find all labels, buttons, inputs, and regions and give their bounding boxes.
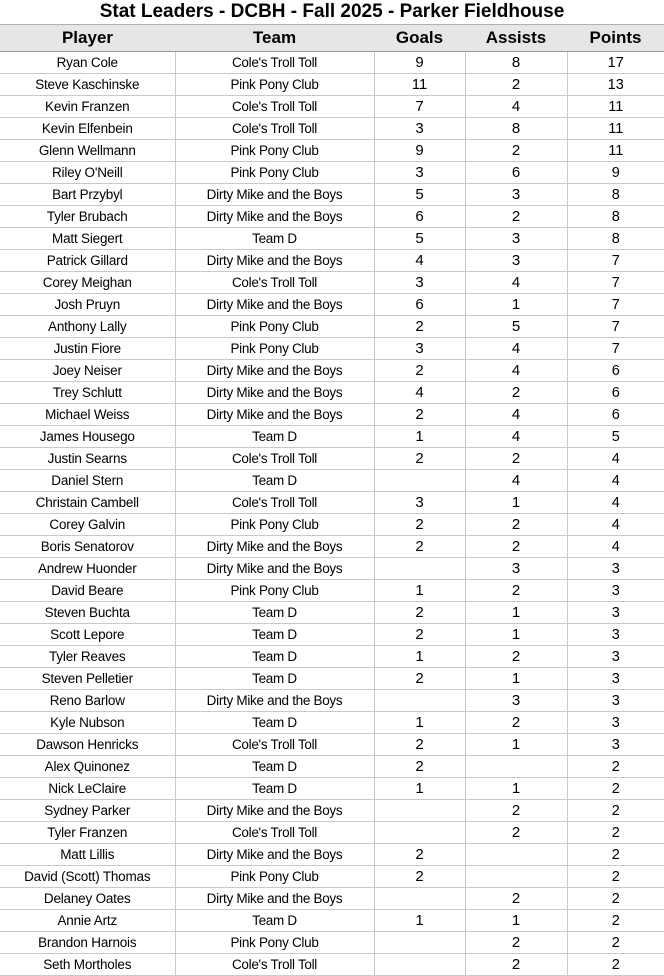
cell-goals[interactable] — [374, 558, 465, 580]
cell-player[interactable]: Alex Quinonez — [0, 756, 175, 778]
table-row — [0, 734, 664, 756]
cell-goals[interactable]: 2 — [374, 734, 465, 756]
table-row — [0, 514, 664, 536]
cell-team[interactable]: Team D — [175, 646, 374, 668]
cell-points[interactable]: 2 — [567, 822, 664, 844]
cell-goals[interactable] — [374, 932, 465, 954]
table-row — [0, 536, 664, 558]
cell-points[interactable]: 4 — [567, 492, 664, 514]
cell-team[interactable]: Dirty Mike and the Boys — [175, 888, 374, 910]
cell-assists[interactable]: 3 — [465, 184, 567, 206]
cell-goals[interactable]: 11 — [374, 74, 465, 96]
cell-team[interactable]: Team D — [175, 910, 374, 932]
cell-player[interactable]: Bart Przybyl — [0, 184, 175, 206]
cell-goals[interactable] — [374, 954, 465, 976]
cell-goals[interactable]: 2 — [374, 316, 465, 338]
cell-goals[interactable] — [374, 822, 465, 844]
cell-team[interactable]: Dirty Mike and the Boys — [175, 206, 374, 228]
table-row — [0, 74, 664, 96]
cell-assists[interactable]: 2 — [465, 580, 567, 602]
cell-assists[interactable]: 6 — [465, 162, 567, 184]
cell-goals[interactable]: 2 — [374, 404, 465, 426]
cell-assists[interactable]: 4 — [465, 360, 567, 382]
cell-team[interactable]: Pink Pony Club — [175, 866, 374, 888]
cell-goals[interactable]: 7 — [374, 96, 465, 118]
cell-assists[interactable]: 2 — [465, 822, 567, 844]
table-row — [0, 602, 664, 624]
cell-assists[interactable]: 2 — [465, 712, 567, 734]
cell-assists[interactable]: 1 — [465, 492, 567, 514]
cell-player[interactable]: Boris Senatorov — [0, 536, 175, 558]
cell-goals[interactable]: 1 — [374, 778, 465, 800]
cell-assists[interactable]: 4 — [465, 404, 567, 426]
cell-assists[interactable]: 4 — [465, 426, 567, 448]
cell-goals[interactable]: 4 — [374, 250, 465, 272]
cell-player[interactable]: Matt Siegert — [0, 228, 175, 250]
cell-goals[interactable]: 1 — [374, 712, 465, 734]
cell-goals[interactable]: 2 — [374, 866, 465, 888]
table-row — [0, 448, 664, 470]
cell-goals[interactable] — [374, 470, 465, 492]
cell-assists[interactable]: 2 — [465, 954, 567, 976]
cell-player[interactable]: Steven Buchta — [0, 602, 175, 624]
cell-player[interactable]: Justin Fiore — [0, 338, 175, 360]
cell-team[interactable]: Cole's Troll Toll — [175, 52, 374, 74]
table-row — [0, 404, 664, 426]
cell-assists[interactable]: 2 — [465, 888, 567, 910]
cell-points[interactable]: 7 — [567, 294, 664, 316]
cell-goals[interactable]: 2 — [374, 624, 465, 646]
cell-goals[interactable]: 1 — [374, 426, 465, 448]
cell-goals[interactable]: 3 — [374, 492, 465, 514]
cell-goals[interactable]: 5 — [374, 228, 465, 250]
cell-assists[interactable]: 3 — [465, 250, 567, 272]
cell-player[interactable]: Daniel Stern — [0, 470, 175, 492]
cell-player[interactable]: Tyler Reaves — [0, 646, 175, 668]
table-row — [0, 668, 664, 690]
cell-goals[interactable] — [374, 888, 465, 910]
cell-team[interactable]: Pink Pony Club — [175, 338, 374, 360]
cell-team[interactable]: Dirty Mike and the Boys — [175, 536, 374, 558]
cell-team[interactable]: Dirty Mike and the Boys — [175, 382, 374, 404]
table-row — [0, 140, 664, 162]
cell-player[interactable]: Steven Pelletier — [0, 668, 175, 690]
cell-team[interactable]: Team D — [175, 602, 374, 624]
cell-goals[interactable]: 6 — [374, 206, 465, 228]
table-row — [0, 338, 664, 360]
cell-assists[interactable]: 2 — [465, 646, 567, 668]
header-points[interactable]: Points — [567, 25, 664, 52]
cell-assists[interactable] — [465, 844, 567, 866]
table-row — [0, 162, 664, 184]
cell-team[interactable]: Team D — [175, 624, 374, 646]
table-row — [0, 778, 664, 800]
table-row — [0, 492, 664, 514]
cell-team[interactable]: Cole's Troll Toll — [175, 734, 374, 756]
cell-goals[interactable]: 2 — [374, 602, 465, 624]
table-header — [0, 25, 664, 52]
cell-team[interactable]: Pink Pony Club — [175, 162, 374, 184]
cell-player[interactable]: Joey Neiser — [0, 360, 175, 382]
cell-goals[interactable]: 3 — [374, 118, 465, 140]
cell-assists[interactable]: 3 — [465, 690, 567, 712]
cell-team[interactable]: Cole's Troll Toll — [175, 492, 374, 514]
cell-points[interactable]: 3 — [567, 624, 664, 646]
cell-goals[interactable]: 2 — [374, 756, 465, 778]
cell-assists[interactable]: 2 — [465, 514, 567, 536]
table-row — [0, 954, 664, 976]
cell-player[interactable]: Tyler Franzen — [0, 822, 175, 844]
table-row — [0, 690, 664, 712]
cell-player[interactable]: Delaney Oates — [0, 888, 175, 910]
cell-assists[interactable]: 3 — [465, 228, 567, 250]
table-row — [0, 316, 664, 338]
cell-player[interactable]: Kevin Elfenbein — [0, 118, 175, 140]
cell-team[interactable]: Dirty Mike and the Boys — [175, 404, 374, 426]
cell-player[interactable]: Riley O'Neill — [0, 162, 175, 184]
cell-team[interactable]: Dirty Mike and the Boys — [175, 294, 374, 316]
cell-team[interactable]: Cole's Troll Toll — [175, 118, 374, 140]
table-row — [0, 822, 664, 844]
cell-points[interactable]: 6 — [567, 360, 664, 382]
table-row — [0, 118, 664, 140]
stats-table — [0, 24, 664, 976]
cell-goals[interactable]: 1 — [374, 646, 465, 668]
cell-assists[interactable] — [465, 866, 567, 888]
cell-goals[interactable]: 3 — [374, 272, 465, 294]
cell-goals[interactable]: 5 — [374, 184, 465, 206]
cell-team[interactable]: Team D — [175, 668, 374, 690]
table-row — [0, 52, 664, 74]
cell-assists[interactable]: 2 — [465, 536, 567, 558]
cell-player[interactable]: Brandon Harnois — [0, 932, 175, 954]
cell-points[interactable]: 13 — [567, 74, 664, 96]
cell-points[interactable]: 9 — [567, 162, 664, 184]
cell-team[interactable]: Pink Pony Club — [175, 932, 374, 954]
table-row — [0, 470, 664, 492]
cell-points[interactable]: 2 — [567, 844, 664, 866]
cell-player[interactable]: Annie Artz — [0, 910, 175, 932]
table-row — [0, 360, 664, 382]
sheet-title: Stat Leaders - DCBH - Fall 2025 - Parker Fieldhouse — [99, 1, 565, 22]
cell-points[interactable]: 2 — [567, 756, 664, 778]
cell-team[interactable]: Dirty Mike and the Boys — [175, 250, 374, 272]
cell-assists[interactable]: 4 — [465, 470, 567, 492]
cell-team[interactable]: Team D — [175, 756, 374, 778]
cell-points[interactable]: 3 — [567, 558, 664, 580]
cell-points[interactable]: 4 — [567, 448, 664, 470]
cell-team[interactable]: Pink Pony Club — [175, 74, 374, 96]
cell-assists[interactable]: 4 — [465, 338, 567, 360]
cell-player[interactable]: Justin Searns — [0, 448, 175, 470]
cell-player[interactable]: David Beare — [0, 580, 175, 602]
cell-points[interactable]: 3 — [567, 734, 664, 756]
cell-player[interactable]: Corey Meighan — [0, 272, 175, 294]
cell-player[interactable]: Christain Cambell — [0, 492, 175, 514]
cell-goals[interactable]: 4 — [374, 382, 465, 404]
table-row — [0, 426, 664, 448]
cell-points[interactable]: 2 — [567, 954, 664, 976]
cell-assists[interactable]: 2 — [465, 140, 567, 162]
cell-goals[interactable]: 3 — [374, 338, 465, 360]
table-row — [0, 646, 664, 668]
cell-assists[interactable]: 1 — [465, 778, 567, 800]
cell-points[interactable]: 2 — [567, 800, 664, 822]
table-row — [0, 932, 664, 954]
cell-points[interactable]: 3 — [567, 668, 664, 690]
cell-player[interactable]: Glenn Wellmann — [0, 140, 175, 162]
table-row — [0, 96, 664, 118]
cell-player[interactable]: Seth Mortholes — [0, 954, 175, 976]
table-row — [0, 888, 664, 910]
header-goals[interactable]: Goals — [374, 25, 465, 52]
cell-assists[interactable]: 2 — [465, 932, 567, 954]
table-row — [0, 866, 664, 888]
cell-team[interactable]: Dirty Mike and the Boys — [175, 800, 374, 822]
table-row — [0, 756, 664, 778]
cell-points[interactable]: 3 — [567, 646, 664, 668]
cell-points[interactable]: 5 — [567, 426, 664, 448]
cell-player[interactable]: Ryan Cole — [0, 52, 175, 74]
table-row — [0, 712, 664, 734]
cell-assists[interactable]: 8 — [465, 52, 567, 74]
cell-assists[interactable]: 2 — [465, 448, 567, 470]
table-body — [0, 52, 664, 976]
cell-assists[interactable]: 1 — [465, 624, 567, 646]
cell-team[interactable]: Pink Pony Club — [175, 580, 374, 602]
cell-player[interactable]: Kevin Franzen — [0, 96, 175, 118]
cell-points[interactable]: 4 — [567, 536, 664, 558]
cell-goals[interactable]: 1 — [374, 910, 465, 932]
cell-points[interactable]: 7 — [567, 338, 664, 360]
cell-goals[interactable]: 9 — [374, 140, 465, 162]
cell-player[interactable]: James Housego — [0, 426, 175, 448]
cell-goals[interactable]: 2 — [374, 514, 465, 536]
cell-team[interactable]: Cole's Troll Toll — [175, 272, 374, 294]
cell-player[interactable]: Steve Kaschinske — [0, 74, 175, 96]
cell-assists[interactable]: 1 — [465, 734, 567, 756]
cell-player[interactable]: Andrew Huonder — [0, 558, 175, 580]
cell-player[interactable]: Matt Lillis — [0, 844, 175, 866]
cell-points[interactable]: 8 — [567, 228, 664, 250]
table-row — [0, 382, 664, 404]
cell-assists[interactable]: 1 — [465, 294, 567, 316]
cell-team[interactable]: Cole's Troll Toll — [175, 822, 374, 844]
cell-points[interactable]: 2 — [567, 932, 664, 954]
cell-assists[interactable]: 1 — [465, 602, 567, 624]
cell-assists[interactable] — [465, 756, 567, 778]
cell-goals[interactable]: 2 — [374, 448, 465, 470]
cell-player[interactable]: Scott Lepore — [0, 624, 175, 646]
cell-points[interactable]: 11 — [567, 118, 664, 140]
table-row — [0, 624, 664, 646]
cell-points[interactable]: 6 — [567, 382, 664, 404]
header-team[interactable]: Team — [175, 25, 374, 52]
cell-points[interactable]: 6 — [567, 404, 664, 426]
cell-team[interactable]: Pink Pony Club — [175, 140, 374, 162]
table-row — [0, 558, 664, 580]
cell-team[interactable]: Pink Pony Club — [175, 316, 374, 338]
cell-team[interactable]: Cole's Troll Toll — [175, 96, 374, 118]
cell-points[interactable]: 4 — [567, 514, 664, 536]
cell-points[interactable]: 3 — [567, 690, 664, 712]
cell-goals[interactable]: 2 — [374, 536, 465, 558]
cell-goals[interactable]: 2 — [374, 668, 465, 690]
cell-assists[interactable]: 4 — [465, 272, 567, 294]
cell-player[interactable]: Sydney Parker — [0, 800, 175, 822]
cell-player[interactable]: Reno Barlow — [0, 690, 175, 712]
cell-points[interactable]: 3 — [567, 580, 664, 602]
cell-player[interactable]: Anthony Lally — [0, 316, 175, 338]
table-row — [0, 272, 664, 294]
cell-assists[interactable]: 1 — [465, 668, 567, 690]
cell-player[interactable]: Patrick Gillard — [0, 250, 175, 272]
table-row — [0, 228, 664, 250]
table-row — [0, 910, 664, 932]
cell-player[interactable]: Michael Weiss — [0, 404, 175, 426]
table-row — [0, 294, 664, 316]
cell-team[interactable]: Dirty Mike and the Boys — [175, 844, 374, 866]
cell-team[interactable]: Dirty Mike and the Boys — [175, 360, 374, 382]
cell-assists[interactable]: 5 — [465, 316, 567, 338]
cell-player[interactable]: Kyle Nubson — [0, 712, 175, 734]
cell-team[interactable]: Team D — [175, 426, 374, 448]
cell-assists[interactable]: 3 — [465, 558, 567, 580]
cell-points[interactable]: 7 — [567, 272, 664, 294]
table-row — [0, 800, 664, 822]
cell-player[interactable]: Josh Pruyn — [0, 294, 175, 316]
cell-points[interactable]: 3 — [567, 712, 664, 734]
cell-team[interactable]: Cole's Troll Toll — [175, 448, 374, 470]
cell-points[interactable]: 2 — [567, 778, 664, 800]
cell-player[interactable]: Tyler Brubach — [0, 206, 175, 228]
cell-goals[interactable]: 3 — [374, 162, 465, 184]
cell-team[interactable]: Dirty Mike and the Boys — [175, 558, 374, 580]
cell-team[interactable]: Cole's Troll Toll — [175, 954, 374, 976]
header-assists[interactable]: Assists — [465, 25, 567, 52]
cell-assists[interactable]: 1 — [465, 910, 567, 932]
cell-player[interactable]: Corey Galvin — [0, 514, 175, 536]
cell-team[interactable]: Team D — [175, 778, 374, 800]
cell-points[interactable]: 8 — [567, 206, 664, 228]
cell-points[interactable]: 17 — [567, 52, 664, 74]
cell-assists[interactable]: 2 — [465, 206, 567, 228]
cell-assists[interactable]: 2 — [465, 382, 567, 404]
cell-goals[interactable]: 2 — [374, 360, 465, 382]
cell-points[interactable]: 2 — [567, 888, 664, 910]
cell-points[interactable]: 3 — [567, 602, 664, 624]
cell-points[interactable]: 11 — [567, 140, 664, 162]
cell-team[interactable]: Pink Pony Club — [175, 514, 374, 536]
cell-points[interactable]: 8 — [567, 184, 664, 206]
header-row — [0, 25, 664, 52]
cell-team[interactable]: Dirty Mike and the Boys — [175, 184, 374, 206]
cell-assists[interactable]: 4 — [465, 96, 567, 118]
cell-points[interactable]: 7 — [567, 316, 664, 338]
cell-player[interactable]: Dawson Henricks — [0, 734, 175, 756]
cell-assists[interactable]: 2 — [465, 800, 567, 822]
cell-goals[interactable]: 1 — [374, 580, 465, 602]
table-row — [0, 844, 664, 866]
cell-goals[interactable]: 6 — [374, 294, 465, 316]
cell-team[interactable]: Team D — [175, 228, 374, 250]
cell-points[interactable]: 7 — [567, 250, 664, 272]
table-row — [0, 206, 664, 228]
header-player[interactable]: Player — [0, 25, 175, 52]
table-row — [0, 250, 664, 272]
cell-points[interactable]: 4 — [567, 470, 664, 492]
cell-points[interactable]: 2 — [567, 910, 664, 932]
cell-player[interactable]: Trey Schlutt — [0, 382, 175, 404]
cell-points[interactable]: 2 — [567, 866, 664, 888]
table-row — [0, 580, 664, 602]
cell-team[interactable]: Team D — [175, 470, 374, 492]
cell-goals[interactable] — [374, 690, 465, 712]
cell-player[interactable]: Nick LeClaire — [0, 778, 175, 800]
cell-goals[interactable]: 2 — [374, 844, 465, 866]
cell-player[interactable]: David (Scott) Thomas — [0, 866, 175, 888]
cell-points[interactable]: 11 — [567, 96, 664, 118]
cell-goals[interactable] — [374, 800, 465, 822]
cell-team[interactable]: Dirty Mike and the Boys — [175, 690, 374, 712]
cell-team[interactable]: Team D — [175, 712, 374, 734]
cell-assists[interactable]: 2 — [465, 74, 567, 96]
cell-goals[interactable]: 9 — [374, 52, 465, 74]
table-row — [0, 184, 664, 206]
cell-assists[interactable]: 8 — [465, 118, 567, 140]
